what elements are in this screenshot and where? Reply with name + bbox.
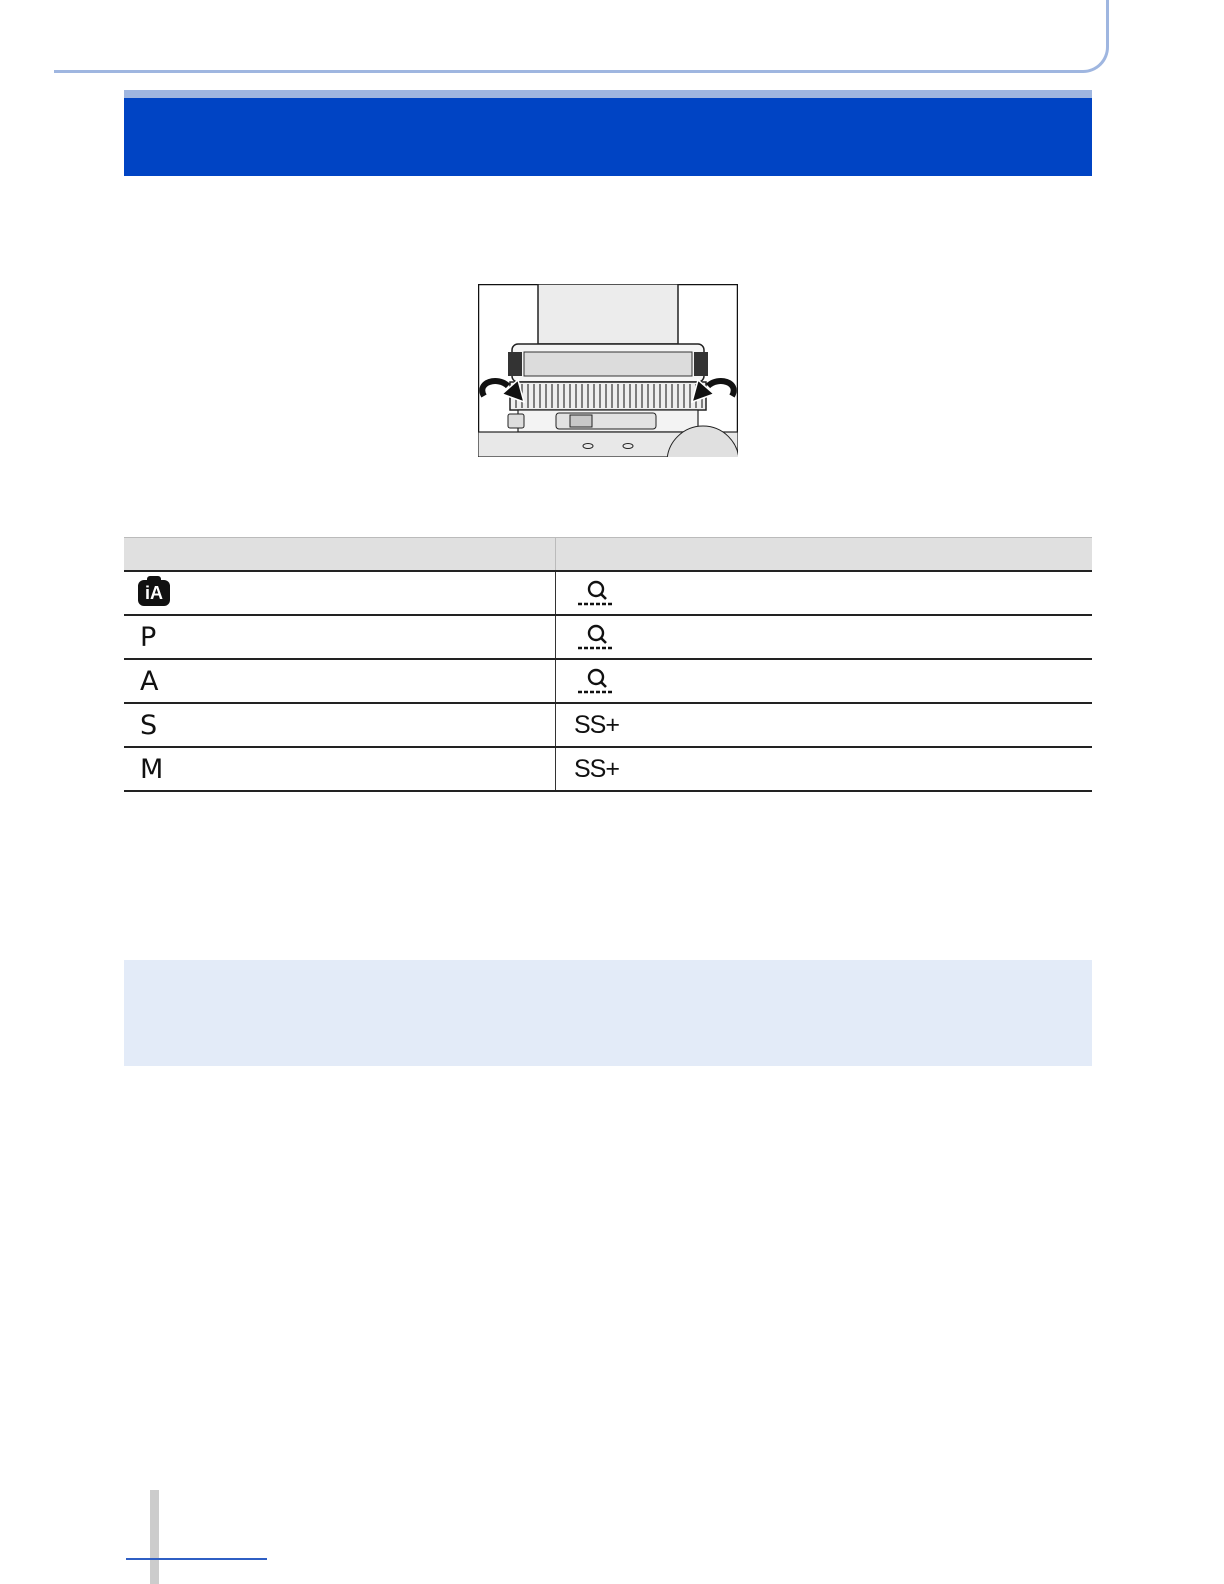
zoom-icon [576,578,616,608]
shutter-speed-icon: SS+ [574,710,619,739]
control-cell [556,659,1093,703]
page-frame [54,0,1109,73]
mode-cell [124,615,556,659]
control-cell [556,703,1093,747]
mode-cell [124,703,556,747]
footer-link-underline [126,1558,267,1560]
zoom-icon [576,622,616,652]
zoom-icon [576,666,616,696]
table-row [124,703,1092,747]
control-cell [556,571,1093,615]
table-row [124,615,1092,659]
control-cell [556,747,1093,791]
mode-control-table [124,537,1092,792]
table-header-mode [124,538,556,572]
table-header-control [556,538,1093,572]
control-ring-illustration [478,284,738,457]
mode-cell [124,659,556,703]
table-header-row [124,538,1092,572]
intelligent-auto-icon: iA [138,580,170,606]
program-mode-icon: P [140,621,157,653]
control-cell [556,615,1093,659]
shutter-speed-icon: SS+ [574,754,619,783]
manual-mode-icon: M [140,753,164,785]
mode-cell [124,571,556,615]
note-box [124,960,1092,1066]
table-row [124,571,1092,615]
table-row [124,659,1092,703]
table-row [124,747,1092,791]
mode-cell [124,747,556,791]
shutter-mode-icon: S [140,709,158,741]
section-title-band [124,90,1092,176]
aperture-mode-icon: A [140,665,159,697]
footer-page-bar [150,1490,159,1584]
